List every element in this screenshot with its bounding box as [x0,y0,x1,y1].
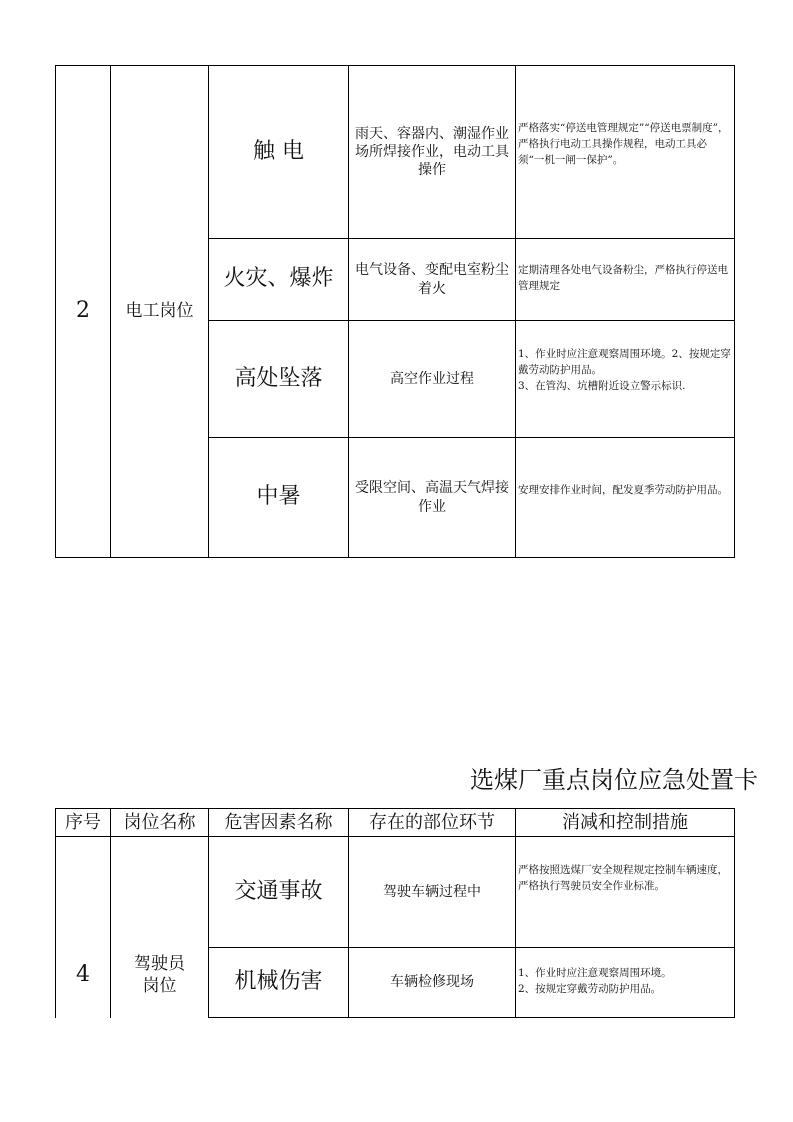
location-cell: 高空作业过程 [348,320,516,438]
hazard-cell: 触 电 [208,65,349,239]
page-title: 选煤厂重点岗位应急处置卡 [470,766,758,794]
measures-cell: 1、作业时应注意观察周围环境。 2、按规定穿戴劳动防护用品。 [515,947,735,1018]
measures-cell: 严格落实“停送电管理规定”“停送电票制度”，严格执行电动工具操作规程，电动工具必须“一机一闸一保护”。 [515,65,735,239]
header-hazard: 危害因素名称 [208,808,349,837]
hazard-cell: 中暑 [208,437,349,558]
post-cell: 驾驶员岗位 [110,836,209,1018]
header-seq: 序号 [55,808,111,837]
hazard-cell: 高处坠落 [208,320,349,438]
hazard-cell: 交通事故 [208,836,349,948]
header-location: 存在的部位环节 [348,808,516,837]
location-cell: 驾驶车辆过程中 [348,836,516,948]
post-cell: 电工岗位 [110,65,209,558]
measures-cell: 1、作业时应注意观察周围环境。2、按规定穿戴劳动防护用品。 3、在管沟、坑槽附近设立警示标识. [515,320,735,438]
seq-cell: 4 [55,836,111,1018]
measures-cell: 定期清理各处电气设备粉尘，严格执行停送电管理规定 [515,238,735,321]
measures-cell: 严格按照选煤厂安全规程规定控制车辆速度，严格执行驾驶员安全作业标准。 [515,836,735,948]
location-cell: 雨天、容器内、潮湿作业场所焊接作业，电动工具操作 [348,65,516,239]
header-measures: 消减和控制措施 [515,808,735,837]
location-cell: 电气设备、变配电室粉尘着火 [348,238,516,321]
hazard-cell: 机械伤害 [208,947,349,1018]
measures-cell: 安理安排作业时间，配发夏季劳动防护用品。 [515,437,735,558]
header-post: 岗位名称 [110,808,209,837]
hazard-cell: 火灾、爆炸 [208,238,349,321]
location-cell: 受限空间、高温天气焊接作业 [348,437,516,558]
location-cell: 车辆检修现场 [348,947,516,1018]
seq-cell: 2 [55,65,111,558]
